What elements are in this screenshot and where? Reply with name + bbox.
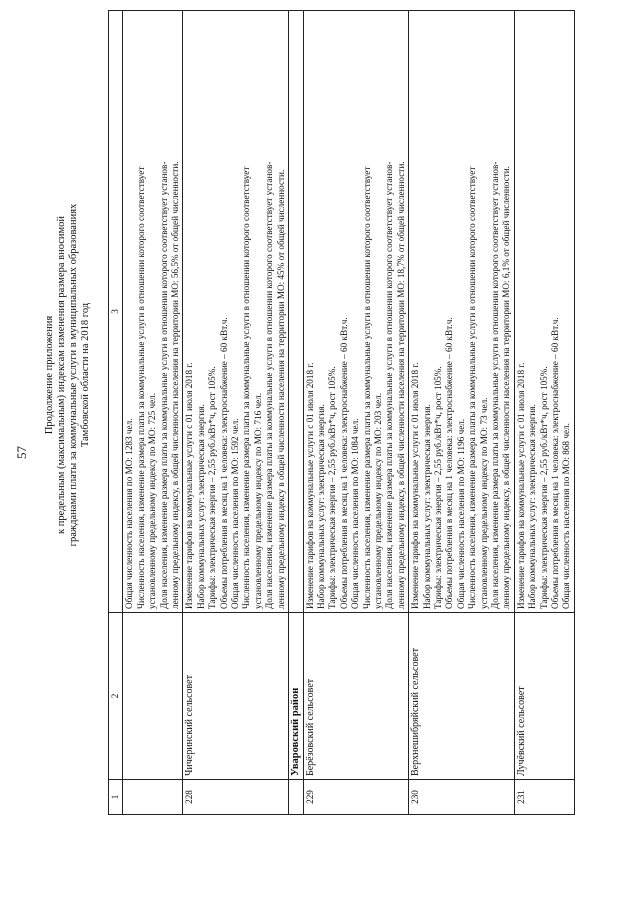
- detail-line: Доля населения, изменение размера платы за коммунальные услуги в отношении которого соответствует установ-: [158, 161, 169, 609]
- detail-line: ленному предельному индексу, в общей численности населения на территории МО: 56,5% от общей численности.: [170, 161, 181, 609]
- detail-line: Тарифы: электрическая энергия – 2,55 руб./кВт*ч, рост 105%.: [327, 366, 338, 609]
- detail-line: Тарифы: электрическая энергия – 2,55 руб./кВт*ч, рост 105%.: [538, 366, 549, 609]
- detail-line: Изменение тарифов на коммунальные услуги с 01 июля 2018 г.: [410, 362, 421, 609]
- page-number: 57: [14, 446, 29, 459]
- detail-line: Численность населения, изменение размера платы за коммунальные услуги в отношении которого соответствует: [361, 166, 372, 609]
- detail-line: Доля населения, изменение размера платы за коммунальные услуги в отношении которого соответствует установ-: [264, 161, 275, 609]
- detail-line: установленному предельному индексу по МО: 203 чел.: [372, 392, 383, 609]
- detail-line: Набор коммунальных услуг: электрическая энергия.: [527, 404, 538, 609]
- detail-line: Изменение тарифов на коммунальные услуги с 01 июля 2018 г.: [184, 362, 195, 609]
- header-line-2: к предельным (максимальным) индексам изменения размера вносимой: [56, 215, 67, 535]
- tariff-details: [303, 11, 409, 613]
- detail-line: Общая численность населения по МО: 1283 чел.: [124, 418, 135, 609]
- detail-line: установленному предельному индексу по МО: 716 чел.: [252, 392, 263, 609]
- detail-line: Общая численность населения по МО: 1084 чел.: [350, 418, 361, 609]
- municipality-name-text: Верхнешибряйский сельсовет: [410, 648, 422, 776]
- row-number: 229: [303, 780, 409, 815]
- municipality-name-text: Лучёвский сельсовет: [515, 686, 527, 776]
- col-header-1: 1: [109, 780, 123, 815]
- municipality-name-text: Чичеринский сельсовет: [184, 675, 196, 776]
- detail-line: ленному предельному индексу в общей численности населения на территории МО: 45% от общей численности.: [275, 169, 286, 609]
- municipality-name: [409, 613, 515, 780]
- detail-line: Изменение тарифов на коммунальные услуги с 01 июля 2018 г.: [515, 362, 526, 609]
- detail-line: Тарифы: электрическая энергия – 2,55 руб./кВт*ч, рост 105%.: [207, 366, 218, 609]
- header-line-4: Тамбовской области на 2018 год: [80, 302, 91, 448]
- detail-line: Объемы потребления в месяц на 1 человека: электроснабжение – 60 кВт.ч.: [338, 317, 349, 609]
- detail-line: ленному предельному индексу, в общей численности населения на территории МО: 6,1% от общей численности.: [501, 166, 512, 609]
- detail-line: Набор коммунальных услуг: электрическая энергия.: [195, 404, 206, 609]
- district-empty-cell: [289, 780, 303, 815]
- tariff-details: [183, 11, 289, 613]
- detail-line: Объемы потребления в месяц на 1 человека: электроснабжение – 60 кВт.ч.: [550, 317, 561, 609]
- table-row: [123, 11, 183, 815]
- header-line-3: гражданами платы за коммунальные услуги в муниципальных образованиях: [68, 203, 79, 547]
- municipality-name: [303, 613, 409, 780]
- document-header: [44, 145, 92, 605]
- detail-line: Тарифы: электрическая энергия – 2,55 руб./кВт*ч, рост 105%.: [432, 366, 443, 609]
- tariff-details: [123, 11, 183, 613]
- district-empty-cell: [289, 11, 303, 613]
- district-row: [289, 11, 303, 815]
- detail-line: Доля населения, изменение размера платы за коммунальные услуги в отношении которого соответствует установ-: [490, 161, 500, 609]
- detail-line: Численность населения, изменение размера платы за коммунальные услуги в отношении которого соответствует: [467, 166, 478, 609]
- detail-line: Набор коммунальных услуг: электрическая энергия.: [421, 404, 432, 609]
- col-header-2: 2: [109, 613, 123, 780]
- detail-line: Объемы потребления в месяц на 1 человека: электроснабжение – 60 кВт.ч.: [444, 317, 455, 609]
- detail-line: установленному предельному индексу по МО: 73 чел.: [478, 397, 489, 609]
- detail-line: Общая численность населения по МО: 1196 чел.: [455, 418, 466, 609]
- tariff-details: [409, 11, 515, 613]
- table-row: [303, 11, 409, 815]
- detail-line: Численность населения, изменение размера платы за коммунальные услуги в отношении которого соответствует: [135, 166, 146, 609]
- tariff-table: [108, 10, 575, 815]
- municipality-name-text: Берёзовский сельсовет: [304, 678, 316, 776]
- col-header-3: 3: [109, 11, 123, 613]
- tariff-details: [514, 11, 574, 613]
- district-name: Уваровский район: [289, 613, 303, 780]
- header-line-1: Продолжение приложения: [44, 315, 55, 435]
- detail-line: установленному предельному индексу по МО: 725 чел.: [147, 392, 158, 609]
- municipality-name: [183, 613, 289, 780]
- detail-line: Доля населения, изменение размера платы за коммунальные услуги в отношении которого соответствует установ-: [384, 161, 395, 609]
- table-row: [409, 11, 515, 815]
- row-number: 230: [409, 780, 515, 815]
- table-body: [109, 11, 575, 815]
- municipality-name: [514, 613, 574, 780]
- detail-line: Общая численность населения по МО: 868 чел.: [561, 423, 572, 609]
- row-number: [123, 780, 183, 815]
- table-row: [183, 11, 289, 815]
- column-number-row: [109, 11, 123, 815]
- detail-line: Численность населения, изменение размера платы за коммунальные услуги в отношении которого соответствует: [241, 166, 252, 609]
- detail-line: Набор коммунальных услуг: электрическая энергия.: [315, 404, 326, 609]
- table-row: [514, 11, 574, 815]
- detail-line: Объемы потребления в месяц на 1 человека: электроснабжение – 60 кВт.ч.: [218, 317, 229, 609]
- detail-line: Общая численность населения по МО: 1592 чел.: [230, 418, 241, 609]
- detail-line: ленному предельному индексу, в общей численности населения на территории МО: 18,7% от общей численности.: [395, 161, 406, 609]
- row-number: 228: [183, 780, 289, 815]
- row-number: 231: [514, 780, 574, 815]
- municipality-name: [123, 613, 183, 780]
- detail-line: Изменение тарифов на коммунальные услуги с 01 июля 2018 г.: [304, 362, 315, 609]
